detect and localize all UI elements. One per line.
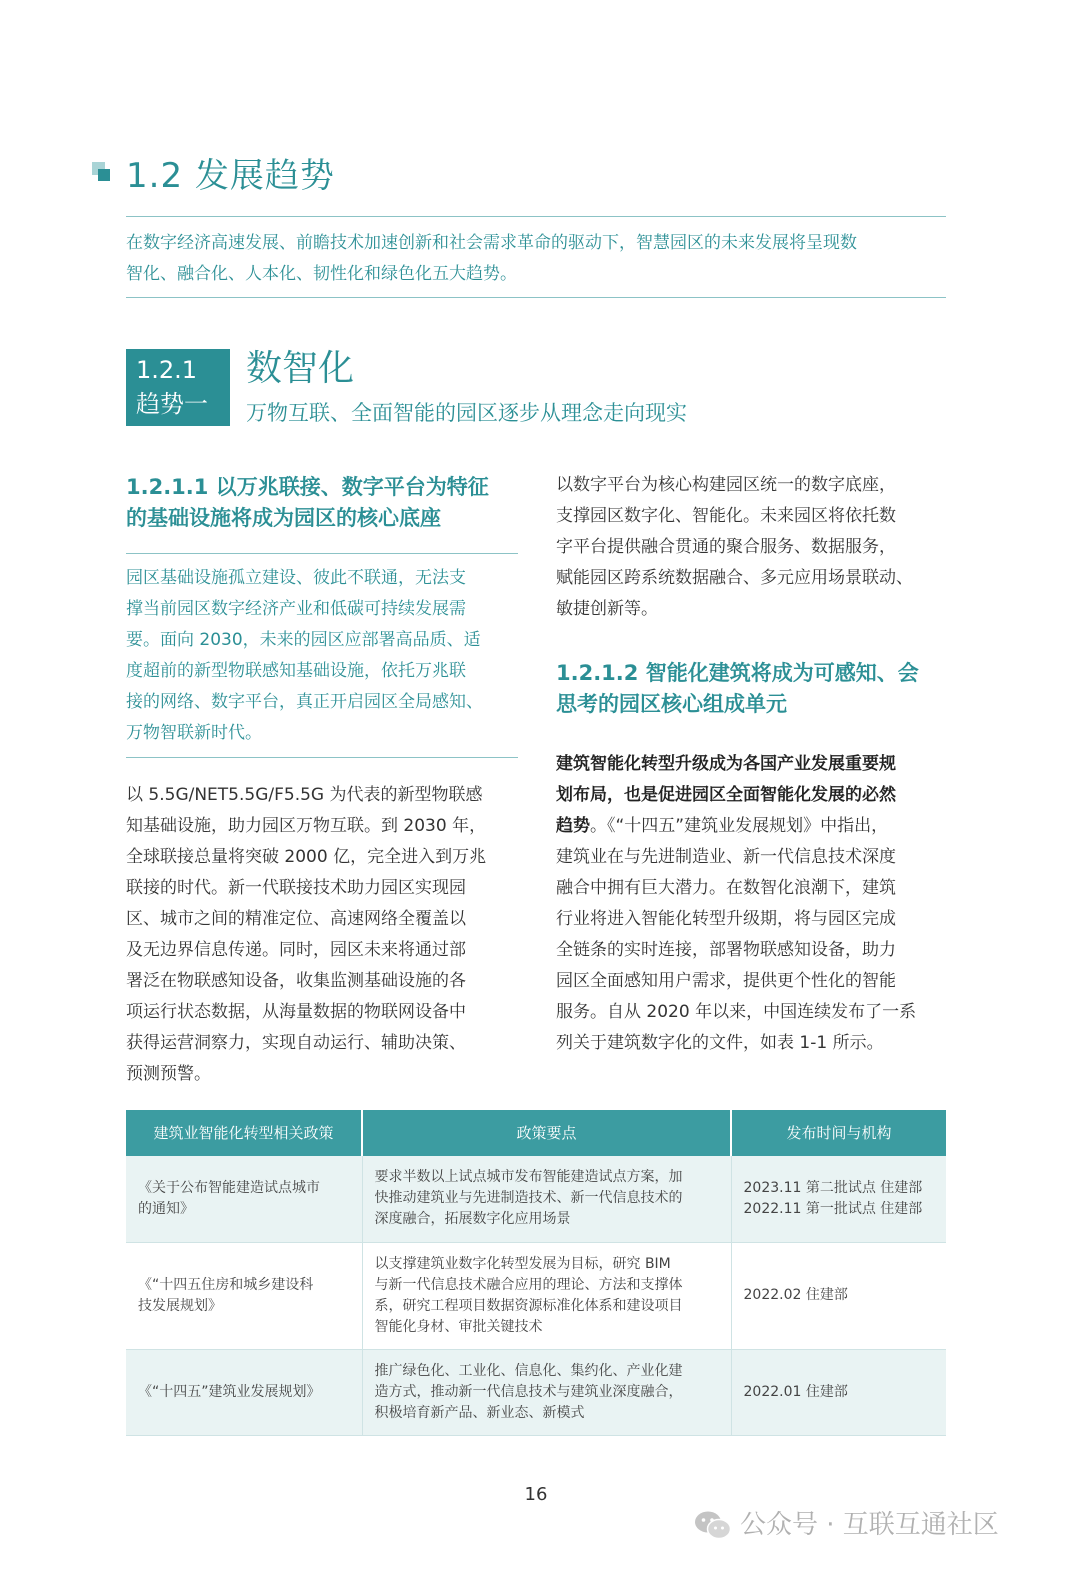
section-intro [126,228,956,290]
cell-line: 2023.11 第二批试点 住建部 [743,1179,923,1196]
heading-line: 1.2.1.1 以万兆联接、数字平台为特征 [126,475,489,499]
bold-text: 趋势 [556,816,590,836]
table-row [126,1242,946,1349]
subsection-1-continued [556,470,948,625]
table-header-time: 发布时间与机构 [731,1110,946,1156]
cell-line: 要求半数以上试点城市发布智能建造试点方案，加 [374,1169,683,1186]
body-line: 支撑园区数字化、智能化。未来园区将依托数 [556,506,896,526]
trend-subtitle: 万物互联、全面智能的园区逐步从理念走向现实 [246,401,687,425]
body-text: 。《“十四五”建筑业发展规划》中指出， [590,816,889,836]
table-row [126,1156,946,1242]
cell-line: 深度融合，拓展数字化应用场景 [374,1211,571,1228]
wechat-icon [694,1510,732,1540]
cell-line: 的通知》 [138,1200,194,1217]
cell-line: 以支撑建筑业数字化转型发展为目标，研究 BIM [374,1255,671,1272]
points-cell [362,1156,731,1242]
subsection-1-quote [126,563,518,749]
cell-line: 2022.11 第一批试点 住建部 [743,1200,923,1217]
body-line: 列关于建筑数字化的文件，如表 1-1 所示。 [556,1033,884,1053]
policy-cell [126,1242,362,1349]
quote-line: 万物智联新时代。 [126,723,262,743]
body-line-bold [556,780,948,811]
quote-top-divider [126,553,518,554]
body-line-mixed [556,811,948,842]
cell-line: 《“十四五”建筑业发展规划》 [138,1383,321,1400]
watermark-text: 公众号 · 互联互通社区 [740,1510,999,1540]
heading-line: 思考的园区核心组成单元 [556,692,787,716]
body-line: 预测预警。 [126,1064,211,1084]
body-line: 联接的时代。新一代联接技术助力园区实现园 [126,878,466,898]
quote-line: 撑当前园区数字经济产业和低碳可持续发展需 [126,599,466,619]
body-line: 服务。自从 2020 年以来，中国连续发布了一系 [556,1002,917,1022]
quote-line: 接的网络、数字平台，真正开启园区全局感知、 [126,692,483,712]
body-line: 及无边界信息传递。同时，园区未来将通过部 [126,940,466,960]
intro-line: 在数字经济高速发展、前瞻技术加速创新和社会需求革命的驱动下，智慧园区的未来发展将呈现数 [126,233,857,253]
quote-line: 园区基础设施孤立建设、彼此不联通，无法支 [126,568,466,588]
table-row [126,1349,946,1435]
policy-table [126,1110,946,1436]
time-cell [731,1242,946,1349]
trend-title: 数智化 [246,348,355,389]
cell-line: 推广绿色化、工业化、信息化、集约化、产业化建 [374,1362,683,1379]
trend-badge-number: 1.2.1 [136,356,198,384]
section-title: 1.2 发展趋势 [126,156,335,196]
cell-line: 造方式，推动新一代信息技术与建筑业深度融合， [374,1383,683,1400]
body-line: 获得运营洞察力，实现自动运行、辅助决策、 [126,1033,466,1053]
cell-line: 与新一代信息技术融合应用的理论、方法和支撑体 [374,1276,683,1293]
time-cell [731,1156,946,1242]
body-line: 知基础设施，助力园区万物互联。到 2030 年， [126,816,487,836]
intro-top-divider [126,216,946,217]
body-line: 融合中拥有巨大潜力。在数智化浪潮下，建筑 [556,878,896,898]
body-line: 署泛在物联感知设备，收集监测基础设施的各 [126,971,466,991]
cell-line: 《“十四五住房和城乡建设科 [138,1276,314,1293]
time-cell [731,1349,946,1435]
bold-text: 划布局，也是促进园区全面智能化发展的必然 [556,785,896,805]
page-number: 16 [524,1484,548,1505]
quote-line: 度超前的新型物联感知基础设施，依托万兆联 [126,661,466,681]
intro-line: 智化、融合化、人本化、韧性化和绿色化五大趋势。 [126,264,517,284]
body-line-bold [556,749,948,780]
heading-line: 的基础设施将成为园区的核心底座 [126,506,441,530]
body-line: 敏捷创新等。 [556,599,658,619]
table-header-row [126,1110,946,1156]
points-cell [362,1349,731,1435]
body-line: 全球联接总量将突破 2000 亿，完全进入到万兆 [126,847,487,867]
policy-cell [126,1156,362,1242]
subsection-1-heading [126,472,518,534]
cell-line: 2022.02 住建部 [743,1287,848,1303]
quote-line: 要。面向 2030，未来的园区应部署高品质、适 [126,630,481,650]
body-line: 建筑业在与先进制造业、新一代信息技术深度 [556,847,896,867]
points-cell [362,1242,731,1349]
cell-line: 积极培育新产品、新业态、新模式 [374,1404,585,1421]
body-line: 区、城市之间的精准定位、高速网络全覆盖以 [126,909,466,929]
body-line: 全链条的实时连接，部署物联感知设备，助力 [556,940,896,960]
cell-line: 技发展规划》 [138,1297,222,1314]
body-line: 以数字平台为核心构建园区统一的数字底座， [556,475,896,495]
cell-line: 智能化身材、审批关键技术 [374,1318,543,1335]
body-line: 字平台提供融合贯通的聚合服务、数据服务， [556,537,896,557]
section-square-icon [92,162,110,184]
subsection-1-body [126,780,518,1090]
table-header-points: 政策要点 [362,1110,731,1156]
subsection-2-heading [556,658,948,720]
body-line: 园区全面感知用户需求，提供更个性化的智能 [556,971,896,991]
intro-bottom-divider [126,297,946,298]
heading-line: 1.2.1.2 智能化建筑将成为可感知、会 [556,661,919,685]
table-header-policy: 建筑业智能化转型相关政策 [126,1110,362,1156]
body-line: 赋能园区跨系统数据融合、多元应用场景联动、 [556,568,913,588]
cell-line: 系，研究工程项目数据资源标准化体系和建设项目 [374,1297,683,1314]
body-line: 行业将进入智能化转型升级期，将与园区完成 [556,909,896,929]
body-line: 项运行状态数据，从海量数据的物联网设备中 [126,1002,466,1022]
trend-badge [126,349,230,426]
cell-line: 2022.01 住建部 [743,1383,848,1400]
cell-line: 《关于公布智能建造试点城市 [138,1179,320,1196]
subsection-2-body [556,749,948,1059]
trend-badge-label: 趋势一 [136,390,208,418]
quote-bottom-divider [126,757,518,758]
cell-line: 快推动建筑业与先进制造技术、新一代信息技术的 [374,1190,683,1207]
policy-cell [126,1349,362,1435]
bold-text: 建筑智能化转型升级成为各国产业发展重要规 [556,754,896,774]
body-line: 以 5.5G/NET5.5G/F5.5G 为代表的新型物联感 [126,785,483,805]
